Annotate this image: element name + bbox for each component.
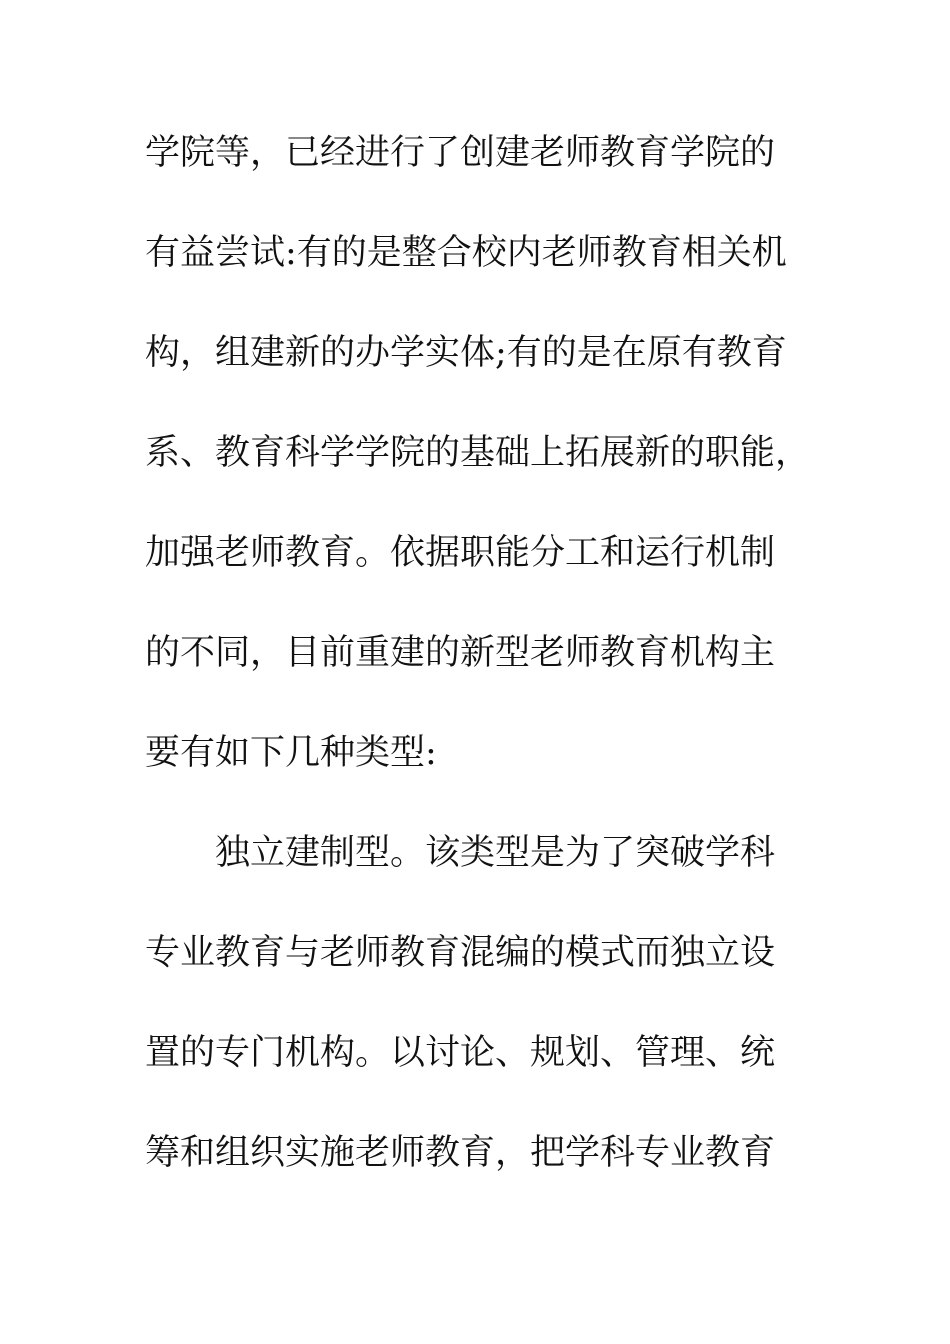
- body-text: [145, 128, 811, 1228]
- text-line: 置的专门机构。以讨论、规划、管理、统: [145, 1033, 776, 1073]
- text-line: 的不同，目前重建的新型老师教育机构主: [145, 633, 776, 673]
- text-line: 有益尝试:有的是整合校内老师教育相关机: [145, 233, 787, 273]
- text-line: 学院等，已经进行了创建老师教育学院的: [145, 133, 776, 173]
- text-line: 筹和组织实施老师教育，把学科专业教育: [145, 1133, 776, 1173]
- paragraph-start-line: 独立建制型。该类型是为了突破学科: [215, 833, 776, 873]
- text-line: 构，组建新的办学实体;有的是在原有教育: [145, 333, 787, 373]
- text-line: 要有如下几种类型:: [145, 733, 437, 773]
- text-line: 专业教育与老师教育混编的模式而独立设: [145, 933, 776, 973]
- text-line: 系、教育科学学院的基础上拓展新的职能，: [145, 433, 811, 473]
- text-line: 加强老师教育。依据职能分工和运行机制: [145, 533, 776, 573]
